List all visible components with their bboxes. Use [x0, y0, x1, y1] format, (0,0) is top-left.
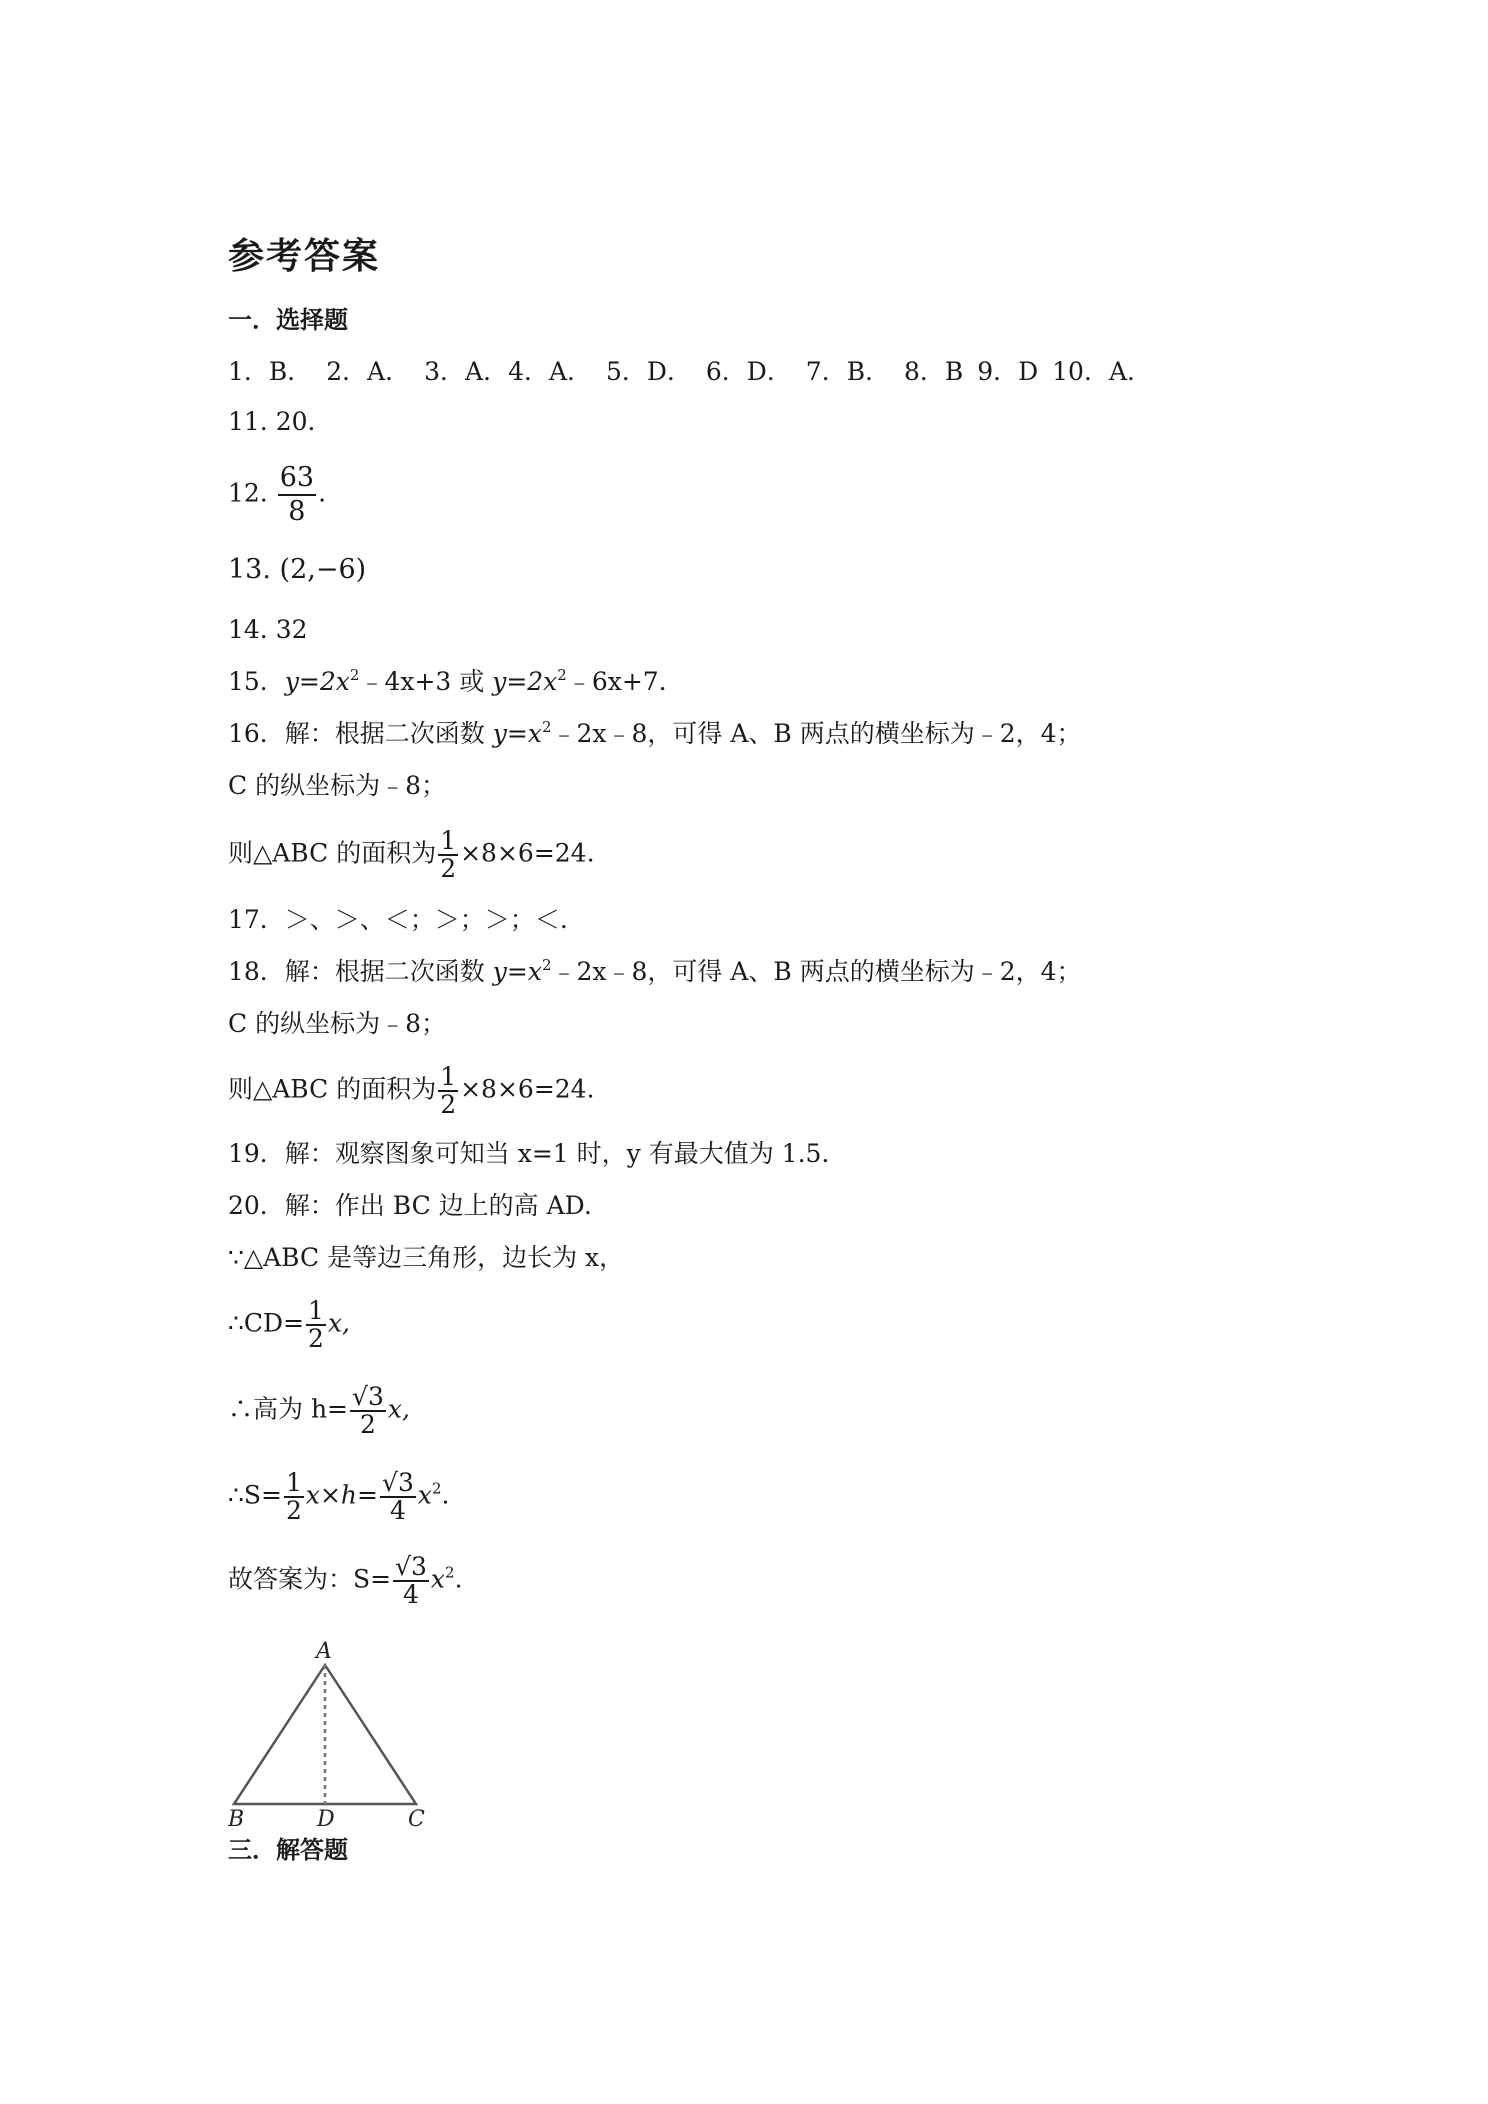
answer-13 — [228, 552, 366, 588]
answers-1-10: 1．B． 2．A． 3．A．4．A． 5．D． 6．D． 7．B． 8．B 9．D 10．A． — [228, 357, 1153, 386]
answer-20-line-5 — [228, 1470, 449, 1524]
fraction-numerator: √3 — [382, 1468, 414, 1497]
fraction-sqrt3-over-2 — [350, 1384, 386, 1438]
radicand: 3 — [411, 1552, 427, 1581]
superscript: 2 — [349, 666, 360, 684]
answer-17: 17．＞、＞、＜；＞；＞；＜. — [228, 905, 568, 934]
superscript: 2 — [541, 718, 552, 736]
formula-part: y=2x — [492, 667, 558, 696]
fraction-numerator: √3 — [395, 1552, 427, 1581]
fraction-denominator: 2 — [359, 1410, 376, 1439]
answer-12 — [228, 462, 326, 528]
answer-15-label: 15． — [228, 667, 285, 696]
answer-14: 14. 32 — [228, 615, 308, 644]
fraction-sqrt3-over-4 — [380, 1470, 416, 1524]
answer-12-tail: . — [318, 478, 327, 508]
text-part: 故答案为：S= — [228, 1564, 392, 1594]
vertex-label-b: B — [228, 1807, 245, 1830]
formula-part: y=x — [492, 957, 542, 986]
formula-part: ﹣4x+3 或 — [359, 667, 485, 696]
fraction-denominator: 4 — [389, 1496, 406, 1525]
text-part: 则△ABC 的面积为 — [228, 1074, 437, 1104]
section-answer-heading: 三．解答题 — [228, 1836, 348, 1864]
text-part: x, — [327, 1308, 350, 1338]
fraction-numerator: 63 — [278, 462, 316, 496]
answer-12-label: 12. — [228, 478, 268, 508]
page-title: 参考答案 — [228, 236, 381, 277]
triangle-figure — [228, 1640, 428, 1830]
fraction-denominator: 2 — [440, 1090, 457, 1119]
answer-20-line-2: ∵△ABC 是等边三角形，边长为 x， — [228, 1243, 625, 1272]
answer-16-line-2: C 的纵坐标为﹣8； — [228, 771, 446, 800]
answer-16-line-1 — [228, 716, 1082, 752]
fraction-denominator: 4 — [403, 1580, 419, 1609]
answer-20-line-1: 20．解：作出 BC 边上的高 AD. — [228, 1191, 592, 1220]
fraction-denominator: 8 — [288, 496, 306, 527]
answer-20-line-3 — [228, 1298, 350, 1352]
fraction-denominator: 2 — [308, 1324, 324, 1353]
text-part: . — [454, 1564, 463, 1594]
answer-19: 19．解：观察图象可知当 x=1 时，y 有最大值为 1.5. — [228, 1139, 830, 1168]
text-part: ∴CD= — [228, 1308, 305, 1338]
radicand: 3 — [367, 1382, 384, 1411]
fraction-numerator: 1 — [440, 1062, 457, 1091]
fraction-sqrt3-over-4 — [393, 1554, 429, 1608]
fraction-numerator: √3 — [352, 1382, 384, 1411]
point-label-d: D — [317, 1807, 335, 1830]
answer-16-line-3 — [228, 828, 595, 882]
fraction-numerator: 1 — [308, 1296, 324, 1325]
answer-18-line-1 — [228, 954, 1082, 990]
formula-part: y=x — [492, 719, 542, 748]
answer-12-fraction — [278, 462, 316, 528]
answer-13-label: 13. — [228, 554, 271, 585]
section-choice-heading: 一．选择题 — [228, 306, 348, 334]
text-part: x×h= — [305, 1480, 378, 1510]
text-part: 则△ABC 的面积为 — [228, 838, 437, 868]
triangle-abc — [234, 1665, 416, 1804]
fraction-numerator: 1 — [440, 826, 457, 855]
answer-11: 11. 20． — [228, 407, 333, 436]
fraction-half — [306, 1298, 326, 1352]
fraction-denominator: 2 — [285, 1496, 302, 1525]
text-part: x — [417, 1480, 432, 1510]
vertex-label-c: C — [408, 1807, 425, 1830]
text-part: x, — [387, 1394, 410, 1424]
formula-part: ﹣6x+7. — [566, 667, 667, 696]
superscript: 2 — [431, 1479, 442, 1498]
text-part: ×8×6=24. — [460, 838, 595, 868]
fraction-denominator: 2 — [440, 854, 457, 883]
superscript: 2 — [445, 1563, 455, 1582]
text-part: x — [430, 1564, 446, 1594]
text-part: . — [441, 1480, 450, 1510]
text-part: 16．解：根据二次函数 — [228, 719, 485, 748]
text-part: ﹣2x﹣8，可得 A、B 两点的横坐标为﹣2，4； — [551, 719, 1082, 748]
superscript: 2 — [557, 666, 567, 684]
text-part: ∴S= — [228, 1480, 282, 1510]
text-part: ﹣2x﹣8，可得 A、B 两点的横坐标为﹣2，4； — [551, 957, 1082, 986]
vertex-label-a: A — [316, 1640, 332, 1664]
answer-18-line-2: C 的纵坐标为﹣8； — [228, 1009, 446, 1038]
fraction-half — [438, 828, 458, 882]
fraction-numerator: 1 — [285, 1468, 302, 1497]
answer-20-line-6 — [228, 1554, 463, 1608]
superscript: 2 — [541, 956, 552, 974]
text-part: ∴高为 h= — [228, 1394, 348, 1424]
text-part: 18．解：根据二次函数 — [228, 957, 485, 986]
fraction-half — [438, 1064, 458, 1118]
text-part: ×8×6=24. — [460, 1074, 595, 1104]
fraction-half — [284, 1470, 304, 1524]
radicand: 3 — [397, 1468, 414, 1497]
answer-18-line-3 — [228, 1064, 595, 1118]
answer-20-line-4 — [228, 1384, 410, 1438]
answer-13-value: (2,−6) — [279, 554, 367, 585]
answer-15 — [228, 664, 667, 700]
formula-part: y=2x — [284, 667, 350, 696]
